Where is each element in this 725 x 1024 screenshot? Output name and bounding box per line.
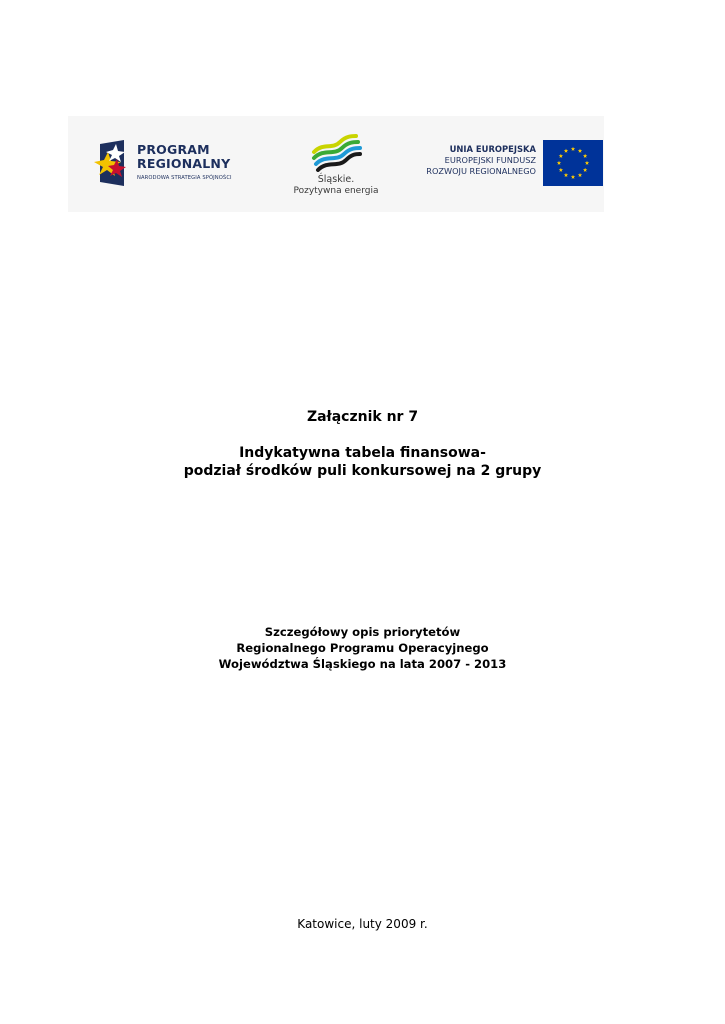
- document-title-line2: podział środków puli konkursowej na 2 grupy: [183, 463, 542, 479]
- document-description: [0, 624, 725, 672]
- slaskie-logo: [286, 134, 386, 204]
- program-regionalny-line1: PROGRAM: [137, 142, 210, 157]
- annex-label-text: Załącznik nr 7: [306, 409, 419, 425]
- eu-line2: EUROPEJSKI FUNDUSZ: [444, 155, 536, 165]
- description-line1: Szczegółowy opis priorytetów: [264, 625, 461, 639]
- program-regionalny-subtitle: NARODOWA STRATEGIA SPÓJNOŚCI: [137, 175, 232, 181]
- annex-label: [0, 408, 725, 426]
- slaskie-waves-icon: [310, 134, 362, 172]
- program-regionalny-logo: [94, 138, 264, 190]
- program-regionalny-line2: REGIONALNY: [137, 156, 231, 171]
- place-and-date: Katowice, luty 2009 r.: [297, 917, 428, 931]
- eu-line3: ROZWOJU REGIONALNEGO: [426, 166, 536, 176]
- slaskie-slogan: Pozytywna energia: [293, 186, 379, 196]
- slaskie-name: Śląskie.: [317, 174, 355, 185]
- description-line2: Regionalnego Programu Operacyjnego: [236, 641, 489, 655]
- program-regionalny-emblem-icon: [94, 140, 130, 186]
- document-title-line1: Indykatywna tabela finansowa-: [239, 445, 486, 461]
- description-line3: Województwa Śląskiego na lata 2007 - 2013: [218, 657, 507, 671]
- eu-flag-icon: [543, 140, 603, 186]
- logo-banner: [68, 116, 604, 212]
- eu-logo-text: [396, 144, 536, 177]
- eu-line1: UNIA EUROPEJSKA: [449, 144, 536, 154]
- document-title: [0, 444, 725, 480]
